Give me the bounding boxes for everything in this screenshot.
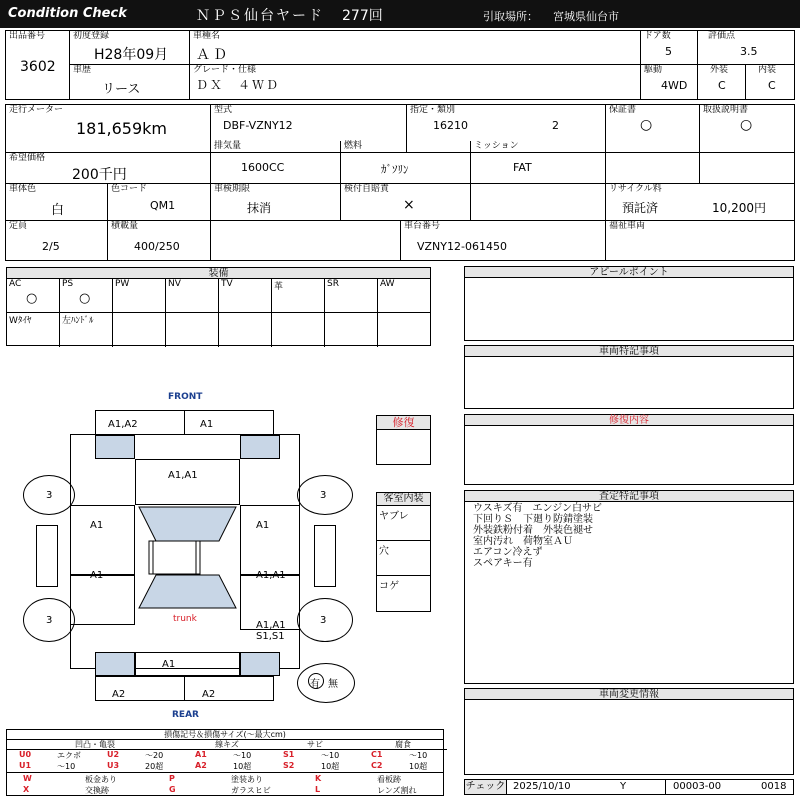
equipment-label: AW — [380, 279, 395, 289]
left-rear-panel — [70, 575, 135, 625]
warranty: ○ — [640, 117, 653, 133]
equipment-cell — [60, 279, 113, 313]
left-rear-damage: A1 — [90, 570, 104, 581]
equipment-label: 革 — [274, 282, 284, 292]
manual: ○ — [740, 117, 753, 133]
capacity-label: 定員 — [9, 221, 28, 231]
trunk-label: trunk — [173, 614, 197, 624]
legend-code: S2 — [283, 761, 295, 770]
fr-fender — [240, 435, 280, 459]
tire-rl: 3 — [46, 615, 53, 626]
footer-sep — [665, 780, 666, 794]
color: 白 — [51, 203, 65, 218]
capacity: 2/5 — [42, 240, 60, 253]
designation-label: 指定・類別 — [410, 105, 456, 115]
model: DBF-VZNY12 — [223, 119, 293, 132]
cabin-item-hole-label: 穴 — [379, 546, 389, 557]
app-title: Condition Check — [8, 6, 127, 21]
footer-bar — [464, 779, 794, 795]
inspection: 抹消 — [247, 201, 272, 215]
left-front-panel — [70, 505, 135, 575]
equipment-cell — [166, 313, 219, 347]
change-info-title: 車両変更情報 — [464, 688, 794, 699]
legend-code: U3 — [107, 761, 120, 770]
grade-cell — [190, 65, 641, 99]
spare-no: 無 — [328, 679, 338, 690]
rear-label: REAR — [172, 710, 199, 720]
legend-text: 板金あり — [85, 775, 117, 784]
mileage-label: 走行メーター — [9, 105, 64, 115]
load-label: 積載量 — [111, 221, 139, 231]
legend-text: ガラスヒビ — [231, 786, 271, 795]
cabin-body — [376, 505, 431, 612]
legend-title: 損傷記号＆損傷サイズ(〜最大cm) — [7, 730, 443, 740]
top-right-damage: A1 — [200, 419, 214, 430]
equipment-cell — [7, 313, 60, 347]
equipment-cell — [60, 313, 113, 347]
doors-cell — [641, 31, 698, 65]
insurance-label: 検付自賠責 — [344, 184, 390, 194]
spare-tire-icon — [297, 663, 355, 703]
legend-code: L — [315, 785, 321, 794]
reg-date: H28年09月 — [94, 47, 169, 63]
equipment-cell — [325, 279, 378, 313]
rear-right-damage-2: S1,S1 — [256, 631, 285, 642]
legend-code: U0 — [19, 750, 32, 759]
capacity-cell — [6, 221, 108, 260]
recycle-cell — [606, 184, 794, 221]
footer-number: 0018 — [761, 781, 787, 792]
rear-bumper-right — [184, 676, 274, 701]
equipment-cell — [219, 313, 272, 347]
price: 200千円 — [72, 167, 127, 183]
repair-detail-body — [464, 425, 794, 485]
left-mirror — [36, 525, 58, 587]
mission: FAT — [513, 161, 532, 174]
equipment-label: Wﾀｲﾔ — [9, 316, 32, 326]
doors-label: ドア数 — [644, 31, 671, 41]
equipment-cell — [378, 313, 431, 347]
legend-code: P — [169, 774, 175, 783]
exterior-cell — [698, 65, 746, 99]
rear-right-damage-1: A1,A1 — [256, 620, 286, 631]
vehicle-info-top — [5, 30, 795, 100]
score-label: 評価点 — [708, 31, 736, 41]
drive: 4WD — [661, 79, 688, 92]
recycle-amount: 10,200円 — [712, 201, 766, 215]
score: 3.5 — [740, 45, 758, 58]
history: リース — [102, 82, 141, 97]
legend-code: G — [169, 785, 176, 794]
top-left-damage: A1,A2 — [108, 419, 138, 430]
damage-diagram — [18, 390, 363, 720]
blank-cell-4 — [211, 221, 401, 260]
equipment-label: PW — [115, 279, 130, 289]
legend-text: 10超 — [321, 762, 340, 771]
note-line-5: エアコン冷えず — [473, 547, 543, 558]
rl-fender — [95, 652, 135, 676]
footer-code: 00003-00 — [673, 781, 722, 792]
displacement-label: 排気量 — [214, 141, 242, 151]
equipment-label: PS — [62, 279, 74, 289]
manual-cell — [700, 105, 794, 153]
category: 2 — [552, 119, 559, 132]
note-line-3: 外装鉄粉付着 外装色褪せ — [473, 525, 593, 536]
equipment-cell — [113, 279, 166, 313]
note-line-1: ウスキズ有 エンジン白サビ — [473, 503, 602, 514]
legend-code: U2 — [107, 750, 120, 759]
repair-body — [376, 429, 431, 465]
drive-label: 駆動 — [644, 65, 663, 75]
color-label: 車体色 — [9, 184, 37, 194]
vehicle-info-main — [5, 104, 795, 261]
equipment-cell — [7, 279, 60, 313]
blank-cell-3 — [471, 184, 606, 221]
note-line-2: 下回りＳ 下廻り防錆塗装 — [473, 514, 593, 525]
blank-cell-1 — [606, 153, 700, 184]
inspection-label: 車検期限 — [214, 184, 251, 194]
designation: 16210 — [433, 119, 468, 132]
check-mark: Y — [620, 781, 627, 792]
legend-table — [6, 729, 444, 796]
legend-group-title: 腐食 — [359, 740, 447, 750]
change-info-body — [464, 699, 794, 775]
legend-group-title: 線キズ — [183, 740, 271, 750]
cabin-item-tear — [377, 506, 430, 541]
load-cell — [108, 221, 211, 260]
color-code: QM1 — [150, 199, 176, 212]
tailgate-damage: A1 — [162, 659, 176, 670]
mileage: 181,659km — [76, 119, 168, 138]
spare-yes: 有 — [310, 679, 320, 690]
displacement-cell — [211, 141, 341, 184]
equipment-cell — [378, 279, 431, 313]
load: 400/250 — [134, 240, 180, 253]
right-front-damage: A1 — [256, 520, 270, 531]
yard-name: ＮＰＳ仙台ヤード — [196, 8, 324, 24]
reg-label: 初度登録 — [73, 31, 110, 41]
drive-cell — [641, 65, 698, 99]
repair-detail-title: 修復内容 — [464, 414, 794, 425]
equipment-label: NV — [168, 279, 181, 289]
tire-fr: 3 — [320, 490, 327, 501]
blank-cell-2 — [700, 153, 794, 184]
legend-text: レンズ割れ — [377, 786, 417, 795]
fuel: ｶﾞｿﾘﾝ — [381, 163, 409, 176]
welfare-label: 福祉車両 — [609, 221, 646, 231]
legend-text: 〜10 — [409, 751, 428, 760]
tailgate — [135, 652, 240, 676]
note-line-4: 室内汚れ 荷物室ＡＵ — [473, 536, 573, 547]
legend-code: A1 — [195, 750, 207, 759]
mission-cell — [471, 141, 606, 184]
lot-cell — [6, 31, 70, 99]
equipment-label: TV — [221, 279, 233, 289]
interior-label: 内装 — [758, 65, 777, 75]
equipment-cell — [113, 313, 166, 347]
tire-rr: 3 — [320, 615, 327, 626]
color-code-cell — [108, 184, 211, 221]
history-cell — [70, 65, 190, 99]
manual-label: 取扱説明書 — [703, 105, 749, 115]
equipment-grid — [6, 278, 431, 346]
special-body — [464, 356, 794, 409]
name-cell — [190, 31, 641, 65]
tire-fl: 3 — [46, 490, 53, 501]
equipment-cell — [219, 279, 272, 313]
legend-code: U1 — [19, 761, 32, 770]
legend-divider — [7, 772, 443, 773]
legend-text: 〜10 — [233, 751, 252, 760]
legend-code: X — [23, 785, 30, 794]
fl-fender — [95, 435, 135, 459]
color-code-label: 色コード — [111, 184, 148, 194]
round-number: 277回 — [342, 8, 383, 24]
inspection-notes-title: 査定特記事項 — [464, 490, 794, 501]
equipment-label: SR — [327, 279, 339, 289]
chassis-cell — [401, 221, 606, 260]
right-front-panel — [240, 505, 300, 575]
legend-text: 10超 — [233, 762, 252, 771]
bottom-right-damage: A2 — [202, 689, 216, 700]
insurance: × — [403, 197, 415, 213]
equipment-label: AC — [9, 279, 22, 289]
inspection-notes-body — [464, 501, 794, 684]
legend-group-title: 凹凸・亀裂 — [7, 740, 183, 750]
warranty-label: 保証書 — [609, 105, 637, 115]
check-date: 2025/10/10 — [513, 781, 571, 792]
right-rear-damage: A1,A1 — [256, 570, 286, 581]
car-name: ＡＤ — [196, 47, 230, 63]
cabin-item-hole — [377, 541, 430, 576]
rr-fender — [240, 652, 280, 676]
legend-code: C1 — [371, 750, 383, 759]
equipment-label: 左ﾊﾝﾄﾞﾙ — [62, 316, 94, 326]
legend-code: W — [23, 774, 32, 783]
exterior: C — [718, 79, 726, 92]
legend-text: 〜10 — [321, 751, 340, 760]
insurance-cell — [341, 184, 471, 221]
legend-text: 20超 — [145, 762, 164, 771]
recycle-status: 預託済 — [622, 201, 659, 215]
legend-code: C2 — [371, 761, 383, 770]
cabin-item-burn — [377, 576, 430, 611]
score-cell — [698, 31, 794, 65]
legend-text: 10超 — [409, 762, 428, 771]
price-cell — [6, 153, 211, 184]
interior-cell — [746, 65, 794, 99]
equipment-cell — [325, 313, 378, 347]
grade-label: グレード・仕様 — [193, 65, 257, 75]
bottom-left-damage: A2 — [112, 689, 126, 700]
rear-bumper-left — [95, 676, 185, 701]
reg-cell — [70, 31, 190, 65]
recycle-label: リサイクル料 — [609, 184, 662, 194]
chassis: VZNY12-061450 — [417, 240, 507, 253]
hood-damage: A1,A1 — [168, 470, 198, 481]
equipment-title: 装備 — [6, 267, 431, 278]
price-label: 希望価格 — [9, 153, 46, 163]
front-label: FRONT — [168, 392, 203, 402]
interior: C — [768, 79, 776, 92]
legend-text: 〜10 — [57, 762, 76, 771]
special-title: 車両特記事項 — [464, 345, 794, 356]
inspection-cell — [211, 184, 341, 221]
check-label: チェック — [465, 781, 506, 792]
grade: ＤＸ ４ＷＤ — [196, 78, 281, 92]
exterior-label: 外装 — [710, 65, 729, 75]
left-front-damage: A1 — [90, 520, 104, 531]
fuel-cell — [341, 141, 471, 184]
equipment-cell — [272, 279, 325, 313]
legend-text: 〜20 — [145, 751, 164, 760]
warranty-cell — [606, 105, 700, 153]
location: 宮城県仙台市 — [553, 10, 619, 23]
equipment-value: ○ — [79, 291, 91, 306]
displacement: 1600CC — [241, 161, 285, 174]
cabin-title: 客室内装 — [376, 492, 431, 505]
lot-label: 出品番号 — [9, 31, 46, 41]
cabin-outline — [135, 505, 240, 610]
lot-number: 3602 — [20, 59, 56, 75]
legend-text: 塗装あり — [231, 775, 263, 784]
legend-text: 交換跡 — [85, 786, 109, 795]
model-label: 型式 — [214, 105, 233, 115]
front-bumper-right — [184, 410, 274, 435]
history-label: 車歴 — [73, 65, 92, 75]
legend-code: K — [315, 774, 322, 783]
mileage-cell — [6, 105, 211, 153]
right-mirror — [314, 525, 336, 587]
fuel-label: 燃料 — [344, 141, 363, 151]
legend-group-title: サビ — [271, 740, 359, 750]
chassis-label: 車台番号 — [404, 221, 441, 231]
color-cell — [6, 184, 108, 221]
location-label: 引取場所： — [483, 10, 538, 23]
appeal-title: アピールポイント — [464, 266, 794, 277]
doors: 5 — [665, 45, 672, 58]
welfare-cell — [606, 221, 794, 260]
legend-text: エクボ — [57, 751, 81, 760]
cabin-item-burn-label: コゲ — [379, 581, 399, 592]
repair-title: 修復 — [376, 415, 431, 429]
header-bar — [0, 0, 800, 28]
note-line-6: スペアキー有 — [473, 558, 533, 569]
legend-code: A2 — [195, 761, 207, 770]
equipment-cell — [272, 313, 325, 347]
equipment-cell — [166, 279, 219, 313]
legend-code: S1 — [283, 750, 295, 759]
appeal-body — [464, 277, 794, 341]
name-label: 車種名 — [193, 31, 221, 41]
hood — [135, 459, 240, 505]
cabin-item-tear-label: ヤブレ — [379, 511, 409, 522]
legend-text: 看板跡 — [377, 775, 401, 784]
mission-label: ミッション — [474, 141, 519, 151]
equipment-value: ○ — [26, 291, 38, 306]
